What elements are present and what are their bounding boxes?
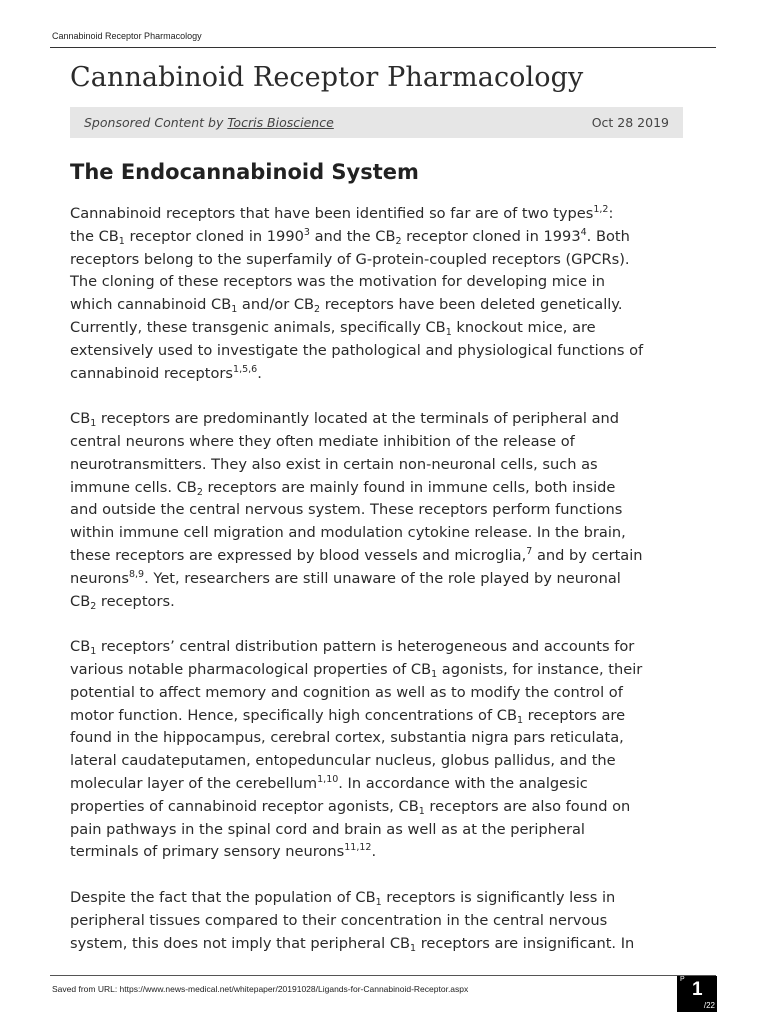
text-line: [70, 363, 690, 386]
citation-superscript: 4: [580, 226, 587, 238]
text-line: [70, 249, 690, 272]
text-run: knockout mice, are: [451, 318, 596, 336]
text-run: .: [371, 843, 377, 861]
text-run: pain pathways in the spinal cord and brain as well as at the peripheral: [70, 820, 585, 838]
text-run: receptors belong to the superfamily of G-protein-coupled receptors (GPCRs).: [70, 250, 630, 268]
citation-superscript: 8,9: [128, 568, 145, 580]
text-line: [70, 933, 690, 956]
text-run: Cannabinoid receptors that have been identified so far are of two types: [70, 205, 594, 222]
text-run: which cannabinoid CB: [70, 296, 232, 314]
text-run: receptor cloned in 1993: [401, 227, 581, 245]
text-run: Despite the fact that the population of CB: [70, 888, 376, 906]
receptor-subscript: 1: [418, 805, 425, 817]
text-run: neurotransmitters. They also exist in certain non-neuronal cells, such as: [70, 455, 598, 473]
text-line: [70, 773, 690, 796]
text-run: receptors are predominantly located at the terminals of peripheral and: [96, 410, 620, 428]
text-run: and outside the central nervous system. These receptors perform functions: [70, 501, 623, 519]
sponsor-bar: [70, 107, 683, 138]
text-run: potential to affect memory and cognition as well as to modify the control of: [70, 683, 623, 701]
text-run: CB: [70, 592, 91, 610]
sponsor-prefix: Sponsored Content by: [84, 115, 224, 130]
text-line: [70, 477, 690, 500]
text-line: [70, 317, 690, 340]
text-run: motor function. Hence, specifically high concentrations of CB: [70, 706, 517, 724]
text-run: lateral caudateputamen, entopeduncular nucleus, globus pallidus, and the: [70, 752, 616, 770]
receptor-subscript: 1: [516, 714, 524, 726]
text-run: immune cells. CB: [70, 478, 197, 496]
page-total: /22: [703, 1001, 715, 1010]
sponsor-line: [84, 115, 334, 130]
text-run: receptors are also found on: [424, 797, 631, 815]
text-run: receptors is significantly less in: [381, 888, 616, 906]
text-line: [70, 659, 690, 682]
text-line: [70, 522, 690, 545]
page-number: 1: [692, 979, 703, 1000]
text-run: peripheral tissues compared to their concentration in the central nervous: [70, 911, 608, 929]
receptor-subscript: 1: [118, 235, 125, 247]
text-run: cannabinoid receptors: [70, 364, 234, 382]
receptor-subscript: 1: [90, 646, 97, 658]
citation-superscript: 3: [303, 226, 310, 238]
text-line: [70, 841, 690, 864]
running-header-title: Cannabinoid Receptor Pharmacology: [52, 31, 202, 41]
text-run: and by certain: [532, 546, 643, 564]
text-run: . In accordance with the analgesic: [338, 774, 588, 792]
citation-superscript: 1,2: [593, 204, 609, 215]
text-line: [70, 636, 690, 659]
text-run: receptor cloned in 1990: [124, 227, 304, 245]
paragraph: [70, 408, 690, 613]
text-line: [70, 910, 690, 933]
text-run: agonists, for instance, their: [437, 660, 643, 678]
text-run: receptors’ central distribution pattern is heterogeneous and accounts for: [96, 638, 635, 656]
section-heading: The Endocannabinoid System: [70, 160, 419, 184]
text-run: extensively used to investigate the pathological and physiological functions of: [70, 341, 644, 359]
receptor-subscript: 2: [314, 304, 321, 316]
receptor-subscript: 1: [90, 418, 97, 430]
receptor-subscript: 2: [196, 486, 203, 498]
text-line: [70, 819, 690, 842]
text-run: . Yet, researchers are still unaware of the role played by neuronal: [144, 569, 621, 587]
text-run: system, this does not imply that peripheral CB: [70, 934, 411, 952]
text-run: central neurons where they often mediate inhibition of the release of: [70, 432, 575, 450]
page-number-badge: [677, 976, 717, 1012]
text-line: [70, 294, 690, 317]
text-line: [70, 568, 690, 591]
text-line: [70, 499, 690, 522]
text-run: within immune cell migration and modulation cytokine release. In the brain,: [70, 524, 626, 542]
text-run: various notable pharmacological properties of CB: [70, 660, 432, 678]
text-line: [70, 226, 690, 249]
text-run: the CB: [70, 227, 119, 245]
citation-superscript: 1,5,6: [233, 363, 258, 375]
receptor-subscript: 1: [410, 942, 417, 954]
text-line: [70, 796, 690, 819]
paragraph: [70, 636, 690, 864]
saved-from-url: Saved from URL: https://www.news-medical.net/whitepaper/20191028/Ligands-for-Cannabinoid-Receptor.aspx: [52, 984, 469, 994]
text-run: receptors.: [96, 592, 175, 610]
text-line: [70, 682, 690, 705]
text-run: and the CB: [309, 227, 396, 245]
text-run: :: [608, 205, 614, 222]
receptor-subscript: 1: [375, 896, 382, 908]
text-run: The cloning of these receptors was the motivation for developing mice in: [70, 273, 605, 291]
text-line: [70, 545, 690, 568]
text-run: receptors are insignificant. In: [416, 934, 635, 952]
text-line: [70, 340, 690, 363]
receptor-subscript: 1: [231, 304, 238, 316]
citation-superscript: 1,10: [317, 773, 339, 785]
receptor-subscript: 1: [431, 668, 438, 680]
text-run: these receptors are expressed by blood vessels and microglia,: [70, 546, 527, 564]
publish-date: Oct 28 2019: [591, 115, 669, 130]
text-run: molecular layer of the cerebellum: [70, 774, 318, 792]
footer-divider: [50, 975, 716, 976]
receptor-subscript: 2: [395, 235, 402, 247]
paragraph: [70, 203, 690, 385]
text-run: receptors have been deleted genetically.: [320, 296, 623, 314]
citation-superscript: 7: [526, 545, 533, 557]
text-run: receptors are mainly found in immune cells, both inside: [202, 478, 616, 496]
text-run: properties of cannabinoid receptor agonists, CB: [70, 797, 419, 815]
text-run: CB: [70, 410, 91, 428]
text-line: [70, 727, 690, 750]
receptor-subscript: 1: [445, 326, 452, 338]
text-line: [70, 203, 690, 226]
text-run: found in the hippocampus, cerebral cortex, substantia nigra pars reticulata,: [70, 729, 624, 747]
sponsor-link[interactable]: Tocris Bioscience: [227, 115, 334, 130]
text-run: terminals of primary sensory neurons: [70, 843, 345, 861]
article-body: [70, 203, 690, 978]
text-run: Currently, these transgenic animals, specifically CB: [70, 318, 446, 336]
text-line: [70, 454, 690, 477]
text-line: [70, 705, 690, 728]
text-run: receptors are: [523, 706, 626, 724]
text-line: [70, 271, 690, 294]
page-label: P: [680, 976, 685, 983]
text-run: and/or CB: [237, 296, 315, 314]
text-run: .: [257, 364, 262, 382]
text-run: . Both: [586, 227, 630, 245]
text-run: neurons: [70, 569, 129, 587]
text-line: [70, 408, 690, 431]
paragraph: [70, 887, 690, 955]
citation-superscript: 11,12: [344, 842, 372, 854]
receptor-subscript: 2: [90, 600, 97, 612]
header-divider: [50, 47, 716, 48]
text-line: [70, 431, 690, 454]
text-run: CB: [70, 638, 91, 656]
text-line: [70, 591, 690, 614]
text-line: [70, 750, 690, 773]
page-title: Cannabinoid Receptor Pharmacology: [70, 62, 584, 93]
text-line: [70, 887, 690, 910]
